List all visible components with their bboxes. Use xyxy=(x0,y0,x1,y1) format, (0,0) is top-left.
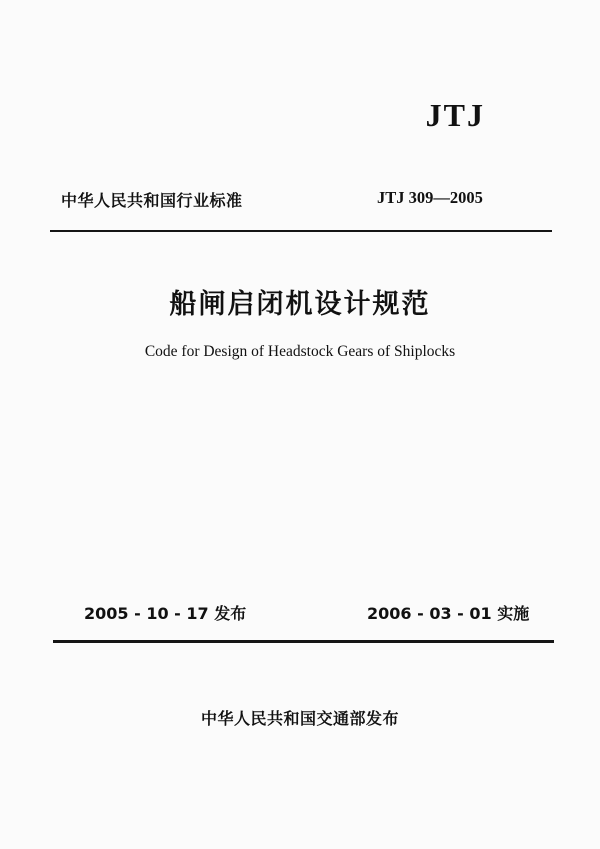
standard-type: 中华人民共和国行业标准 xyxy=(61,191,243,210)
document-title-english: Code for Design of Headstock Gears of Shiplocks xyxy=(144,343,456,360)
series-code: JTJ xyxy=(425,97,485,133)
standard-number: JTJ 309—2005 xyxy=(377,188,483,207)
publisher: 中华人民共和国交通部发布 xyxy=(200,709,399,728)
effective-date: 2006 - 03 - 01 实施 xyxy=(367,604,530,623)
document-title-chinese: 船闸启闭机设计规范 xyxy=(169,289,431,320)
issue-date: 2005 - 10 - 17 发布 xyxy=(84,604,247,623)
top-divider xyxy=(50,230,552,232)
bottom-divider xyxy=(53,640,554,643)
